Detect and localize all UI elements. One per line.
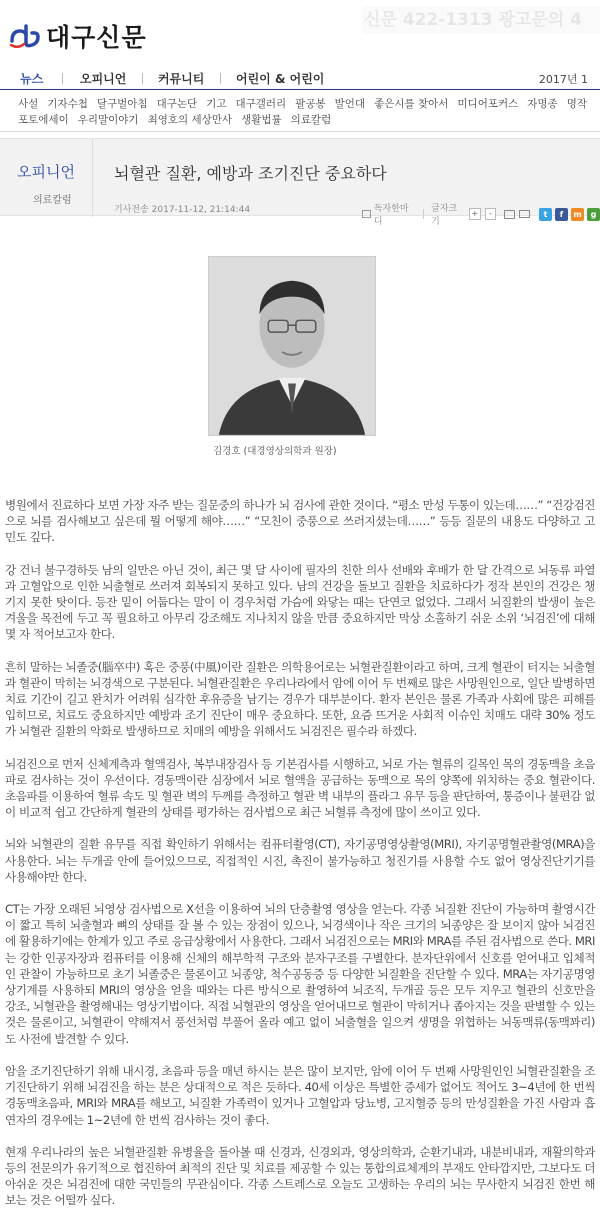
article-body bbox=[5, 497, 595, 1214]
logo-text: 대구신문 bbox=[46, 23, 147, 52]
article-tools bbox=[362, 201, 600, 227]
nav-opinion[interactable]: 오피니언 bbox=[80, 72, 127, 86]
article-paragraph: 암을 조기진단하기 위해 내시경, 초음파 등을 매년 하시는 분은 많이 보지만, 암에 이어 두 번째 사망원인인 뇌혈관질환을 조기진단하기 위해 뇌검진을 하는 분은 상대적으로 적은 듯하다. 40세 이상은 특별한 증세가 없어도 적어도 3~4년에 한 번씩 경동맥초음파, MRI와 MRA를 해보고, 뇌질환 가족력이 있거나 고혈압과 당뇨병, 고지혈증 등의 만성질환을 가진 사람과 흡연자의 경우에는 1~2년에 한 번씩 검사하는 것이 좋다. bbox=[5, 1063, 595, 1127]
print-icon[interactable] bbox=[504, 210, 515, 219]
nav-divider bbox=[220, 73, 221, 84]
subnav-item[interactable]: 명작 bbox=[566, 98, 587, 110]
subnav-item[interactable]: 자명종 bbox=[527, 98, 558, 110]
main-nav bbox=[0, 68, 600, 90]
article-paragraph: 흔히 말하는 뇌졸중(腦卒中) 혹은 중풍(中風)이란 질환은 의학용어로는 뇌혈관질환이라고 하며, 크게 혈관이 터지는 뇌출혈과 혈관이 막히는 뇌경색으로 구분된다. 뇌혈관질환은 우리나라에서 암에 이어 두 번째로 많은 사망원인으로, 일단 발병하면 치료 기간이 길고 완치가 어려워 심각한 후유증을 남기는 경우가 대부분이다. 환자 본인은 물론 가족과 사회에 많은 피해를 입히므로, 치료도 중요하지만 예방과 조기 진단이 매우 중요하다. 또한, 요즘 뜨거운 사회적 이슈인 치매도 대략 30% 정도가 뇌혈관 질환의 악화로 발생하므로 치매의 예방을 위해서도 뇌검진은 필수라 하겠다. bbox=[5, 659, 595, 739]
author-photo bbox=[208, 256, 376, 436]
nav-divider bbox=[142, 73, 143, 84]
subnav-item[interactable]: 기고 bbox=[206, 98, 227, 110]
subnav-row-2 bbox=[18, 112, 340, 127]
author-portrait bbox=[209, 257, 375, 435]
reader-comment-icon[interactable] bbox=[362, 210, 371, 218]
logo-mark-icon bbox=[8, 23, 42, 49]
site-logo[interactable] bbox=[8, 18, 147, 54]
ad-banner[interactable]: 신문 422-1313 광고문의 4 bbox=[362, 6, 600, 34]
site-header bbox=[0, 0, 600, 68]
subnav-item[interactable]: 미디어포커스 bbox=[457, 98, 519, 110]
article-paragraph: 병원에서 진료하다 보면 가장 자주 받는 질문중의 하나가 뇌 검사에 관한 것이다. “평소 만성 두통이 있는데……” “건강검진으로 뇌를 검사해보고 싶은데 뭘 어떻게 해야……” “모친이 중풍으로 쓰러지셨는데……” 등등 질문의 내용도 다양하고 고민도 깊다. bbox=[5, 498, 595, 545]
font-increase-button[interactable]: + bbox=[469, 208, 481, 220]
opinion-subnav bbox=[0, 92, 600, 132]
me2day-icon[interactable]: m bbox=[571, 208, 584, 221]
reader-comment-link[interactable]: 독자한마디 bbox=[373, 204, 409, 227]
article-paragraph: 뇌검진으로 먼저 신체계측과 혈액검사, 복부내장검사 등 기본검사를 시행하고, 뇌로 가는 혈류의 길목인 목의 경동맥을 초음파로 검사하는 것이 우선이다. 경동맥이란 심장에서 뇌로 혈액을 공급하는 동맥으로 목의 양쪽에 위치하는 중요 혈관이다. 초음파를 이용하여 혈류 속도 및 혈관 벽의 두께를 측정하고 혈관 벽 내부의 플라그 유무 등을 판단하여, 통증이나 불편감 없이 비교적 쉽고 간단하게 혈관의 상태를 평가하는 검사법으로 최근 뇌혈류 측정에 많이 쓰이고 있다. bbox=[5, 756, 595, 820]
nav-kids[interactable]: 어린이 & 어린이 bbox=[236, 72, 325, 86]
subnav-item[interactable]: 팔공봉 bbox=[295, 98, 326, 110]
subnav-item[interactable]: 대구갤러리 bbox=[235, 98, 287, 110]
subnav-item[interactable]: 대구논단 bbox=[156, 98, 198, 110]
article-header bbox=[0, 138, 600, 227]
subnav-item[interactable]: 발언대 bbox=[334, 98, 366, 110]
article-paragraph: CT는 가장 오래된 뇌영상 검사법으로 X선을 이용하여 뇌의 단층촬영 영상을 얻는다. 각종 뇌질환 진단이 가능하며 촬영시간이 짧고 특히 뇌출혈과 뼈의 상태를 잘 볼 수 있는 장점이 있으나, 뇌경색이나 작은 크기의 뇌종양은 잘 보이지 않아 뇌검진에 활용하기에는 한계가 있고 주로 응급상황에서 사용한다. 그래서 뇌검진으로는 MRI와 MRA를 주된 검사법으로 쓴다. MRI는 강한 인공자장과 컴퓨터를 이용해 신체의 해부학적 구조와 분자구조를 구별한다. 분자단위에서 신호를 얻어내고 입체적인 관찰이 가능하므로 초기 뇌졸중은 물론이고 뇌종양, 척수공동증 등 다양한 뇌질환을 진단할 수 있다. MRA는 자기공명영상기계를 사용하되 MRI의 영상을 얻을 때와는 다른 방식으로 촬영하여 뇌조직, 두개골 등은 모두 지우고 혈관의 신호만을 강조, 뇌혈관을 촬영해내는 영상기법이다. 직접 뇌혈관의 영상을 얻어내므로 혈관이 막히거나 좁아지는 것을 판별할 수 있는 것은 물론이고, 뇌혈관이 약해져서 풍선처럼 부풀어 올라 예고 없이 뇌출혈을 일으켜 생명을 위협하는 뇌동맥류(동맥꽈리)도 사전에 발견할 수 있다. bbox=[5, 902, 595, 1046]
subnav-item[interactable]: 달구벌아침 bbox=[96, 98, 148, 110]
twitter-icon[interactable]: t bbox=[539, 208, 552, 221]
article-paragraph: 현재 우리나라의 높은 뇌혈관질환 유병율을 돌아볼 때 신경과, 신경외과, 영상의학과, 순환기내과, 내분비내과, 재활의학과 등의 전문의가 유기적으로 협진하여 최적의 진단 및 치료를 제공할 수 있는 통합의료체계의 부재도 안타깝지만, 그보다도 더 아쉬운 것은 뇌검진에 대한 국민들의 무관심이다. 각종 스트레스로 오늘도 고생하는 우리의 뇌는 무사한지 뇌검진 한번 해 보는 것은 어떨까 싶다. bbox=[5, 1144, 595, 1208]
article-paragraph: 뇌와 뇌혈관의 질환 유무를 직접 확인하기 위해서는 컴퓨터촬영(CT), 자기공명영상촬영(MRI), 자기공명혈관촬영(MRA)을 사용한다. 뇌는 두개골 안에 들어있으므로, 직접적인 시진, 촉진이 불가능하고 청진기를 사용할 수도 없어 영상진단기기를 사용해야만 한다. bbox=[5, 837, 595, 884]
subnav-item[interactable]: 우리말이야기 bbox=[77, 114, 139, 126]
subnav-item[interactable]: 생활법률 bbox=[241, 114, 282, 126]
section-subcategory[interactable]: 의료칼럼 bbox=[33, 195, 72, 206]
font-size-label: 글자크기 bbox=[431, 204, 458, 227]
facebook-icon[interactable]: f bbox=[555, 208, 568, 221]
font-decrease-button[interactable]: - bbox=[485, 208, 497, 220]
nav-date: 2017년 1 bbox=[538, 73, 588, 86]
subnav-item[interactable]: 의료칼럼 bbox=[290, 114, 332, 126]
article-paragraph: 강 건너 불구경하듯 남의 일만은 아닌 것이, 최근 몇 달 사이에 필자의 친한 의사 선배와 후배가 한 달 간격으로 뇌동류 파열과 고혈압으로 인한 뇌출혈로 쓰러져 회복되지 못하고 있다. 남의 건강을 돌보고 질환을 치료하다가 정작 본인의 건강은 챙기지 못한 탓이다. 등잔 밑이 어둡다는 말이 이 경우처럼 가슴에 와닿는 때는 단연코 없었다. 그래서 뇌질환의 발생이 높은 겨울을 목전에 두고 꼭 필요하고 아무리 강조해도 지나치지 않을 만큼 중요하지만 막상 소홀하기 쉬운 소위 ‘뇌검진’에 대해 몇 자 적어보고자 한다. bbox=[5, 562, 595, 642]
nav-community[interactable]: 커뮤니티 bbox=[158, 72, 205, 86]
article-headline: 뇌혈관 질환, 예방과 조기진단 중요하다 bbox=[114, 164, 387, 183]
section-box bbox=[7, 139, 93, 217]
share-buttons bbox=[536, 208, 600, 221]
article-timestamp: 기사전송 2017-11-12, 21:14:44 bbox=[114, 205, 251, 215]
nav-divider bbox=[62, 73, 63, 84]
subnav-item[interactable]: 포토에세이 bbox=[18, 114, 69, 126]
photo-caption: 김경호 (대경영상의학과 원장) bbox=[213, 446, 337, 457]
section-name[interactable]: 오피니언 bbox=[17, 163, 75, 181]
subnav-item[interactable]: 기자수첩 bbox=[47, 98, 88, 110]
nav-news[interactable]: 뉴스 bbox=[20, 72, 44, 86]
email-icon[interactable] bbox=[519, 210, 530, 218]
subnav-item[interactable]: 최영호의 세상만사 bbox=[147, 114, 233, 126]
subnav-row-1 bbox=[18, 96, 596, 111]
tools-divider bbox=[423, 209, 424, 219]
subnav-item[interactable]: 좋은시를 찾아서 bbox=[374, 98, 449, 110]
subnav-item[interactable]: 사설 bbox=[18, 98, 39, 110]
google-icon[interactable]: g bbox=[587, 208, 600, 221]
